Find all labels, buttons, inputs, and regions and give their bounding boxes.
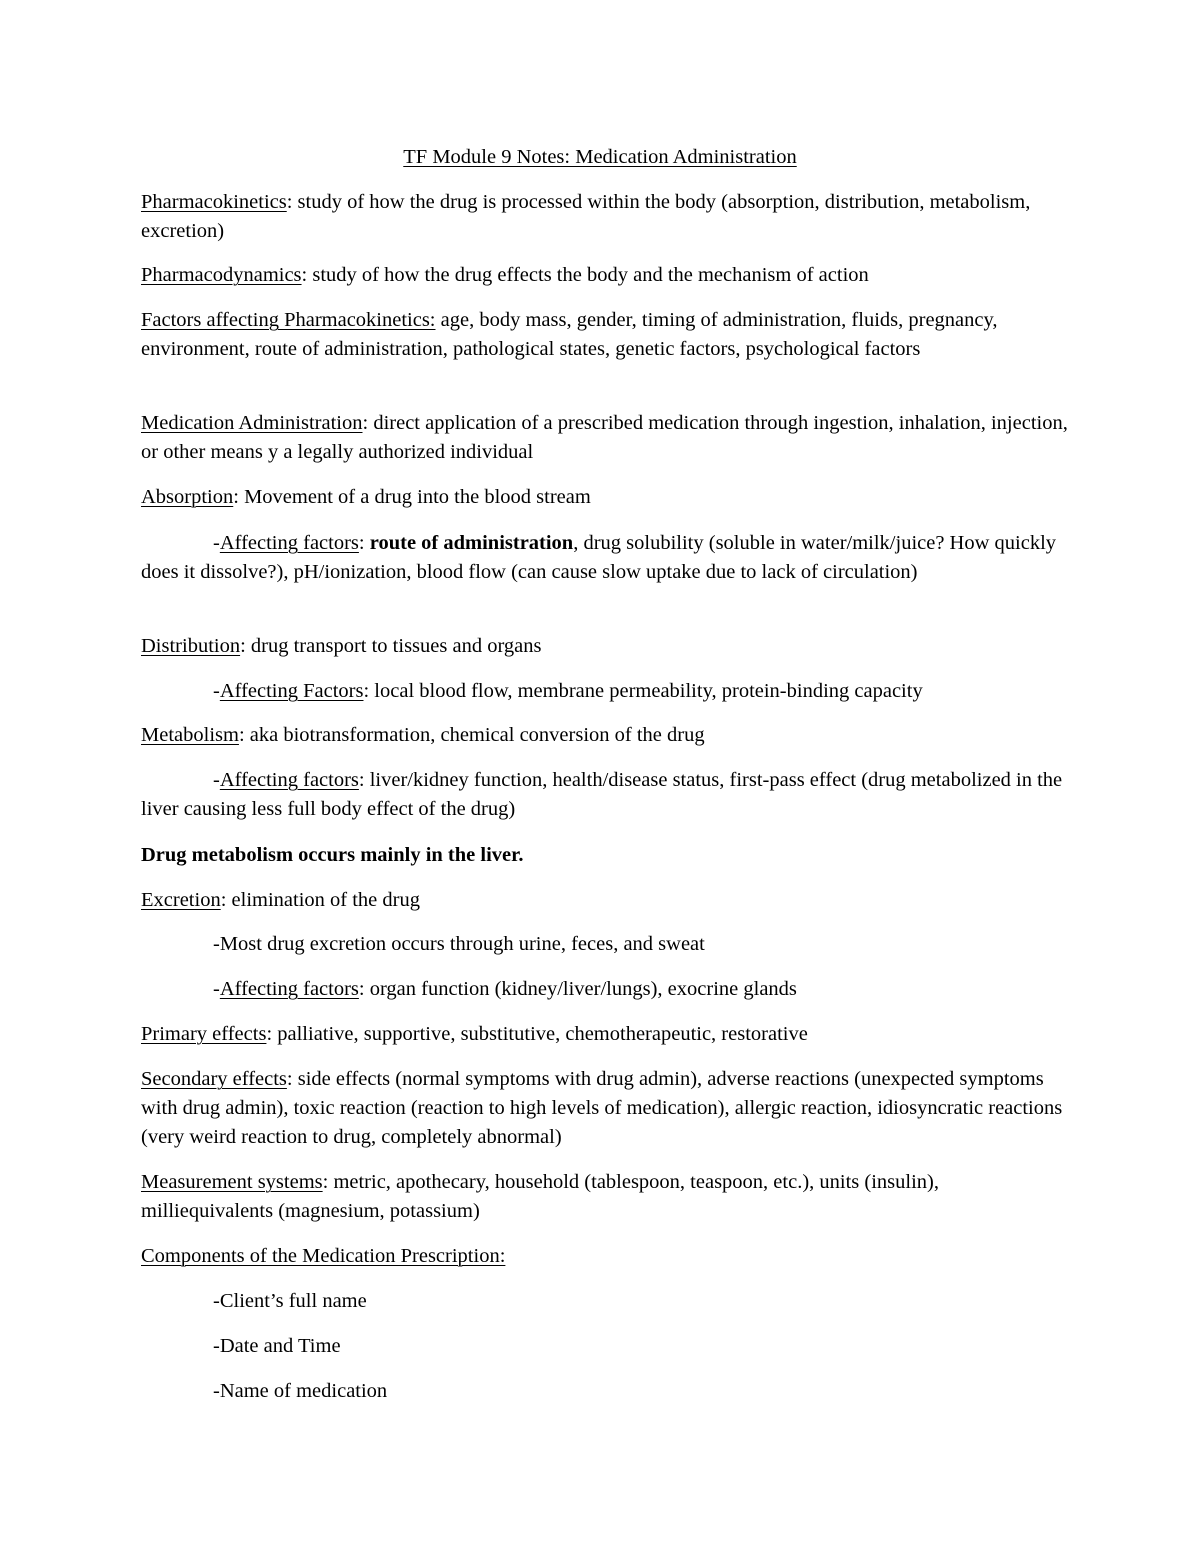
absorption-factors-paragraph — [141, 529, 1071, 587]
pharmacokinetics-definition: : study of how the drug is processed within the body (absorption, distribution, metabolism, excretion) — [141, 191, 1031, 242]
absorption-factors-bold: route of administration — [369, 532, 574, 554]
metabolism-factors-term: Affecting factors — [219, 769, 359, 791]
excretion-line: -Most drug excretion occurs through urine, feces, and sweat — [213, 933, 705, 955]
pharmacodynamics-term: Pharmacodynamics — [141, 264, 302, 286]
metabolism-paragraph — [141, 721, 1071, 750]
liver-note: Drug metabolism occurs mainly in the liver. — [141, 844, 524, 866]
absorption-factors-term: Affecting factors — [219, 532, 359, 554]
absorption-factors-dash: - — [213, 532, 220, 554]
pharmacodynamics-paragraph — [141, 261, 1071, 290]
distribution-term: Distribution — [141, 635, 241, 657]
list-item: -Name of medication — [213, 1380, 388, 1402]
list-item: -Client’s full name — [213, 1290, 367, 1312]
document-title-text: TF Module 9 Notes: Medication Administration — [403, 146, 797, 168]
document-title — [0, 143, 1200, 172]
metabolism-factors-text: : liver/kidney function, health/disease status, first-pass effect (drug metabolized in the liver causing less full body effect of the drug) — [141, 769, 1063, 820]
excretion-factors-term: Affecting factors — [219, 978, 359, 1000]
excretion-definition: : elimination of the drug — [220, 889, 420, 911]
pharmacodynamics-definition: : study of how the drug effects the body and the mechanism of action — [301, 264, 869, 286]
absorption-definition: : Movement of a drug into the blood stream — [233, 486, 591, 508]
measurement-paragraph — [141, 1168, 1071, 1226]
distribution-factors-dash: - — [213, 680, 220, 702]
excretion-factors-dash: - — [213, 978, 220, 1000]
excretion-paragraph — [141, 886, 1071, 915]
med-admin-term: Medication Administration — [141, 412, 363, 434]
factors-pk-definition: age, body mass, gender, timing of administration, fluids, pregnancy, environment, route of administration, pathological states, genetic factors, psychological factors — [141, 309, 998, 360]
components-heading — [141, 1242, 1071, 1271]
absorption-factors-colon: : — [358, 532, 370, 554]
excretion-term: Excretion — [141, 889, 221, 911]
distribution-factors-paragraph — [213, 677, 1071, 706]
absorption-factors-text: , drug solubility (soluble in water/milk/juice? How quickly does it dissolve?), pH/ionization, blood flow (can cause slow uptake due to lack of circulation) — [141, 532, 1057, 583]
components-term: Components of the Medication Prescription: — [141, 1245, 506, 1267]
secondary-effects-paragraph — [141, 1065, 1071, 1152]
list-item: -Date and Time — [213, 1335, 341, 1357]
factors-pk-term: Factors affecting Pharmacokinetics: — [141, 309, 436, 331]
metabolism-term: Metabolism — [141, 724, 239, 746]
metabolism-definition: : aka biotransformation, chemical conversion of the drug — [238, 724, 705, 746]
pharmacokinetics-term: Pharmacokinetics — [141, 191, 287, 213]
factors-pk-paragraph — [141, 306, 1071, 364]
med-admin-definition: : direct application of a prescribed medication through ingestion, inhalation, injection, or other means y a legally authorized individual — [141, 412, 1068, 463]
secondary-effects-definition: : side effects (normal symptoms with drug admin), adverse reactions (unexpected symptoms with drug admin), toxic reaction (reaction to high levels of medication), allergic reaction, idiosyncratic reactions (very weird reaction to drug, completely abnormal) — [141, 1068, 1063, 1148]
excretion-factors-text: : organ function (kidney/liver/lungs), exocrine glands — [358, 978, 797, 1000]
primary-effects-paragraph — [141, 1020, 1071, 1049]
measurement-term: Measurement systems — [141, 1171, 323, 1193]
metabolism-factors-paragraph — [141, 766, 1071, 824]
absorption-paragraph — [141, 483, 1071, 512]
pharmacokinetics-paragraph — [141, 188, 1071, 246]
distribution-paragraph — [141, 632, 1071, 661]
distribution-definition: : drug transport to tissues and organs — [240, 635, 542, 657]
distribution-factors-term: Affecting Factors — [219, 680, 364, 702]
metabolism-factors-dash: - — [213, 769, 220, 791]
excretion-factors-paragraph — [213, 975, 1071, 1004]
distribution-factors-text: : local blood flow, membrane permeability, protein-binding capacity — [363, 680, 923, 702]
med-admin-paragraph — [141, 409, 1071, 467]
primary-effects-term: Primary effects — [141, 1023, 267, 1045]
measurement-definition: : metric, apothecary, household (tablespoon, teaspoon, etc.), units (insulin), milliequivalents (magnesium, potassium) — [141, 1171, 939, 1222]
secondary-effects-term: Secondary effects — [141, 1068, 287, 1090]
absorption-term: Absorption — [141, 486, 234, 508]
primary-effects-definition: : palliative, supportive, substitutive, chemotherapeutic, restorative — [266, 1023, 808, 1045]
